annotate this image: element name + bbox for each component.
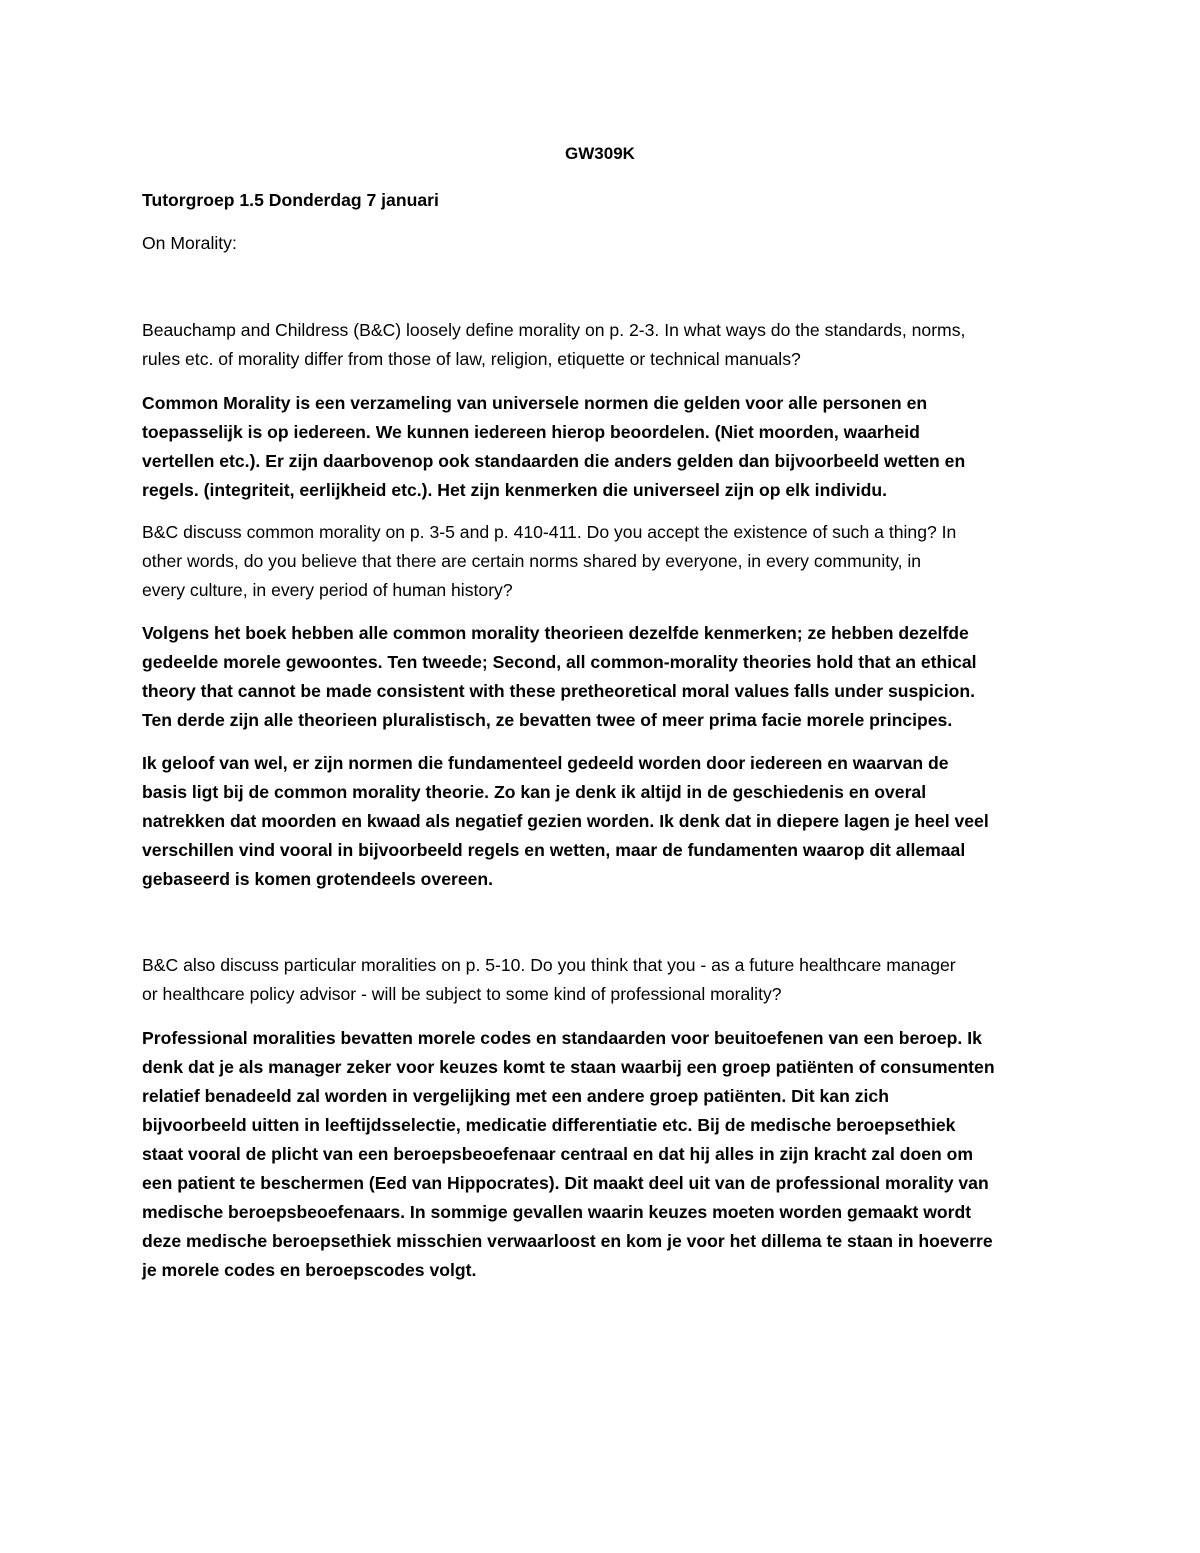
- topic-heading: [142, 229, 1072, 258]
- answer-line: medische beroepsbeoefenaars. In sommige gevallen waarin keuzes moeten worden gemaakt wordt: [142, 1202, 972, 1222]
- answer-3: [142, 749, 1072, 894]
- answer-line: Volgens het boek hebben alle common morality theorieen dezelfde kenmerken; ze hebben dezelfde: [142, 623, 969, 643]
- answer-line: basis ligt bij de common morality theorie. Zo kan je denk ik altijd in de geschiedenis en overal: [142, 782, 927, 802]
- answer-line: bijvoorbeeld uitten in leeftijdsselectie, medicatie differentiatie etc. Bij de medische beroepsethiek: [142, 1115, 956, 1135]
- question-1: [142, 316, 1072, 374]
- answer-line: natrekken dat moorden en kwaad als negatief gezien worden. Ik denk dat in diepere lagen je heel veel: [142, 811, 989, 831]
- answer-line: Ik geloof van wel, er zijn normen die fundamenteel gedeeld worden door iedereen en waarvan de: [142, 753, 949, 773]
- question-line: B&C discuss common morality on p. 3-5 and p. 410-411. Do you accept the existence of such a thing? In: [142, 522, 957, 542]
- answer-line: een patient te beschermen (Eed van Hippocrates). Dit maakt deel uit van de professional morality van: [142, 1173, 989, 1193]
- answer-line: deze medische beroepsethiek misschien verwaarloost en kom je voor het dillema te staan in hoeverre: [142, 1231, 993, 1251]
- answer-1: [142, 389, 1072, 505]
- question-line: every culture, in every period of human history?: [142, 580, 513, 600]
- answer-2: [142, 619, 1072, 735]
- answer-line: vertellen etc.). Er zijn daarbovenop ook standaarden die anders gelden dan bijvoorbeeld wetten en: [142, 451, 966, 471]
- question-line: or healthcare policy advisor - will be subject to some kind of professional morality?: [142, 984, 782, 1004]
- answer-line: staat vooral de plicht van een beroepsbeoefenaar centraal en dat hij alles in zijn kracht zal doen om: [142, 1144, 974, 1164]
- question-line: rules etc. of morality differ from those of law, religion, etiquette or technical manuals?: [142, 349, 801, 369]
- answer-line: gebaseerd is komen grotendeels overeen.: [142, 869, 494, 889]
- answer-line: theory that cannot be made consistent with these pretheoretical moral values falls under suspicion.: [142, 681, 975, 701]
- answer-line: toepasselijk is op iedereen. We kunnen iedereen hierop beoordelen. (Niet moorden, waarheid: [142, 422, 920, 442]
- answer-line: Professional moralities bevatten morele codes en standaarden voor beuitoefenen van een beroep. Ik: [142, 1028, 982, 1048]
- answer-line: regels. (integriteit, eerlijkheid etc.). Het zijn kenmerken die universeel zijn op elk individu.: [142, 480, 888, 500]
- tutorgroup-line: Tutorgroep 1.5 Donderdag 7 januari: [142, 190, 439, 210]
- question-line: Beauchamp and Childress (B&C) loosely define morality on p. 2-3. In what ways do the standards, norms,: [142, 320, 966, 340]
- answer-line: relatief benadeeld zal worden in vergelijking met een andere groep patiënten. Dit kan zich: [142, 1086, 889, 1106]
- answer-line: Common Morality is een verzameling van universele normen die gelden voor alle personen en: [142, 393, 928, 413]
- answer-4: [142, 1024, 1072, 1285]
- question-3: [142, 951, 1072, 1009]
- answer-line: denk dat je als manager zeker voor keuzes komt te staan waarbij een groep patiënten of consumenten: [142, 1057, 995, 1077]
- answer-line: Ten derde zijn alle theorieen pluralistisch, ze bevatten twee of meer prima facie morele principes.: [142, 710, 953, 730]
- question-2: [142, 518, 1072, 605]
- question-line: B&C also discuss particular moralities on p. 5-10. Do you think that you - as a future healthcare manager: [142, 955, 956, 975]
- answer-line: je morele codes en beroepscodes volgt.: [142, 1260, 477, 1280]
- answer-line: gedeelde morele gewoontes. Ten tweede; Second, all common-morality theories hold that an ethical: [142, 652, 977, 672]
- answer-line: verschillen vind vooral in bijvoorbeeld regels en wetten, maar de fundamenten waarop dit allemaal: [142, 840, 966, 860]
- course-code-heading: GW309K: [565, 144, 635, 163]
- tutorgroup-heading: [142, 186, 1072, 215]
- question-line: other words, do you believe that there are certain norms shared by everyone, in every community, in: [142, 551, 922, 571]
- topic-line: On Morality:: [142, 233, 237, 253]
